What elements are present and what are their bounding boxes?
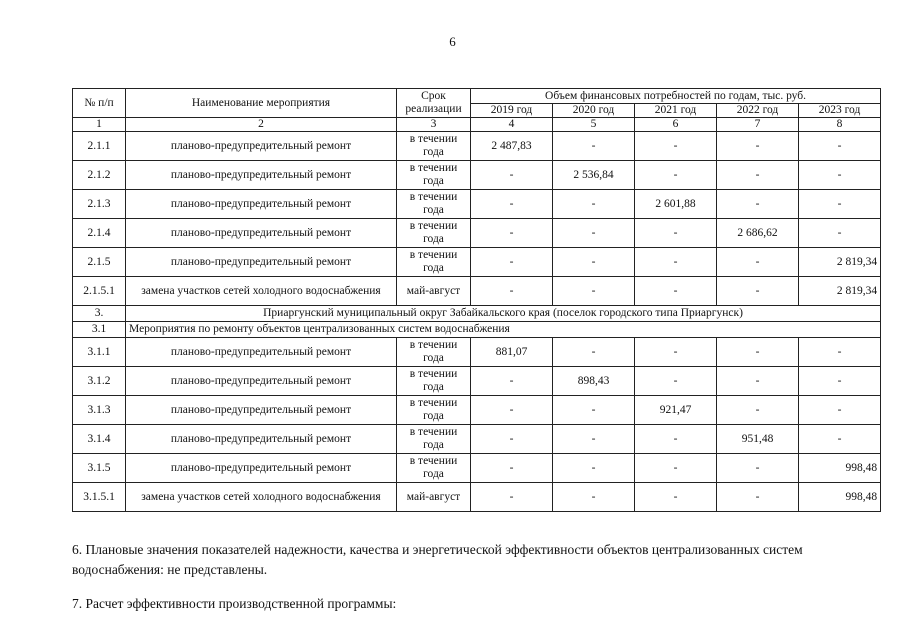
row-term: май-август [397, 277, 471, 306]
row-value: - [799, 219, 881, 248]
row-value: - [717, 483, 799, 512]
row-num: 2.1.2 [73, 161, 126, 190]
row-num: 2.1.3 [73, 190, 126, 219]
table-row [73, 425, 881, 454]
row-value: - [553, 396, 635, 425]
row-value: - [799, 161, 881, 190]
table-row [73, 132, 881, 161]
row-value: 2 536,84 [553, 161, 635, 190]
row-term: в течении года [397, 338, 471, 367]
row-value: - [553, 454, 635, 483]
row-term: в течении года [397, 132, 471, 161]
financial-needs-table [72, 88, 881, 512]
row-value: 2 686,62 [717, 219, 799, 248]
row-term: в течении года [397, 219, 471, 248]
paragraph-7: 7. Расчет эффективности производственной программы: [72, 596, 397, 611]
row-value: - [799, 396, 881, 425]
row-value: - [635, 248, 717, 277]
row-name: замена участков сетей холодного водоснабжения [126, 277, 397, 306]
table-row [73, 454, 881, 483]
row-term: в течении года [397, 367, 471, 396]
row-name: планово-предупредительный ремонт [126, 190, 397, 219]
section-num: 3. [73, 306, 126, 322]
table-row [73, 219, 881, 248]
column-number: 2 [126, 118, 397, 132]
column-number: 6 [635, 118, 717, 132]
header-year: 2023 год [799, 104, 881, 118]
row-term: в течении года [397, 454, 471, 483]
header-term: Срок реализации [397, 89, 471, 118]
row-term: в течении года [397, 190, 471, 219]
row-name: планово-предупредительный ремонт [126, 425, 397, 454]
row-name: планово-предупредительный ремонт [126, 132, 397, 161]
row-name: планово-предупредительный ремонт [126, 367, 397, 396]
row-value: - [717, 367, 799, 396]
row-value: 898,43 [553, 367, 635, 396]
row-value: - [717, 248, 799, 277]
row-value: - [471, 219, 553, 248]
row-value: - [635, 132, 717, 161]
row-value: - [471, 483, 553, 512]
row-num: 2.1.5.1 [73, 277, 126, 306]
section-row [73, 306, 881, 322]
header-year: 2022 год [717, 104, 799, 118]
subsection-num: 3.1 [73, 322, 126, 338]
table-row [73, 367, 881, 396]
column-number: 4 [471, 118, 553, 132]
row-num: 3.1.5.1 [73, 483, 126, 512]
row-value: 998,48 [799, 483, 881, 512]
row-value: 2 819,34 [799, 277, 881, 306]
row-name: планово-предупредительный ремонт [126, 338, 397, 367]
subsection-row [73, 322, 881, 338]
row-name: планово-предупредительный ремонт [126, 161, 397, 190]
row-value: - [553, 483, 635, 512]
row-term: май-август [397, 483, 471, 512]
row-value: 951,48 [717, 425, 799, 454]
row-value: - [635, 219, 717, 248]
row-value: - [635, 454, 717, 483]
row-value: 2 487,83 [471, 132, 553, 161]
row-value: - [471, 161, 553, 190]
row-name: планово-предупредительный ремонт [126, 396, 397, 425]
row-value: - [717, 161, 799, 190]
row-name: планово-предупредительный ремонт [126, 454, 397, 483]
row-name: замена участков сетей холодного водоснабжения [126, 483, 397, 512]
table-row [73, 483, 881, 512]
row-value: - [717, 132, 799, 161]
row-value: 2 819,34 [799, 248, 881, 277]
paragraph-6: 6. Плановые значения показателей надежности, качества и энергетической эффективности объектов централизованных систем водоснабжения: не представлены. [72, 542, 803, 577]
row-value: - [635, 338, 717, 367]
row-value: - [717, 277, 799, 306]
row-term: в течении года [397, 396, 471, 425]
column-number: 3 [397, 118, 471, 132]
table-row [73, 161, 881, 190]
table-row [73, 396, 881, 425]
row-value: - [635, 277, 717, 306]
row-value: - [553, 248, 635, 277]
header-year: 2021 год [635, 104, 717, 118]
row-value: - [553, 190, 635, 219]
row-value: 998,48 [799, 454, 881, 483]
row-value: - [553, 277, 635, 306]
column-number: 7 [717, 118, 799, 132]
row-value: - [471, 367, 553, 396]
table-row [73, 338, 881, 367]
column-numbers-row [73, 118, 881, 132]
row-value: 2 601,88 [635, 190, 717, 219]
header-volume: Объем финансовых потребностей по годам, тыс. руб. [471, 89, 881, 104]
column-number: 5 [553, 118, 635, 132]
row-value: - [799, 425, 881, 454]
row-value: - [553, 219, 635, 248]
page-number: 6 [449, 34, 456, 49]
row-value: - [635, 483, 717, 512]
row-term: в течении года [397, 248, 471, 277]
row-num: 2.1.4 [73, 219, 126, 248]
row-value: - [635, 161, 717, 190]
row-value: - [471, 425, 553, 454]
row-value: - [471, 248, 553, 277]
header-year: 2020 год [553, 104, 635, 118]
section-title: Приаргунский муниципальный округ Забайкальского края (поселок городского типа Приаргунск) [126, 306, 881, 322]
row-num: 3.1.3 [73, 396, 126, 425]
header-name: Наименование мероприятия [126, 89, 397, 118]
subsection-title: Мероприятия по ремонту объектов централизованных систем водоснабжения [126, 322, 881, 338]
row-value: - [717, 454, 799, 483]
row-value: - [717, 190, 799, 219]
row-num: 2.1.1 [73, 132, 126, 161]
row-value: - [799, 190, 881, 219]
row-num: 2.1.5 [73, 248, 126, 277]
row-value: - [799, 132, 881, 161]
row-num: 3.1.5 [73, 454, 126, 483]
row-value: 881,07 [471, 338, 553, 367]
row-value: - [635, 367, 717, 396]
header-year: 2019 год [471, 104, 553, 118]
row-value: - [553, 425, 635, 454]
row-value: - [799, 367, 881, 396]
row-value: - [553, 338, 635, 367]
row-value: - [471, 190, 553, 219]
header-num: № п/п [73, 89, 126, 118]
row-value: - [471, 454, 553, 483]
column-number: 1 [73, 118, 126, 132]
header-row [73, 89, 881, 104]
row-value: - [471, 396, 553, 425]
row-value: - [799, 338, 881, 367]
row-value: - [717, 396, 799, 425]
table-row [73, 277, 881, 306]
row-value: - [553, 132, 635, 161]
row-value: - [635, 425, 717, 454]
table-row [73, 248, 881, 277]
column-number: 8 [799, 118, 881, 132]
row-num: 3.1.4 [73, 425, 126, 454]
row-value: - [717, 338, 799, 367]
row-name: планово-предупредительный ремонт [126, 219, 397, 248]
table-row [73, 190, 881, 219]
row-value: 921,47 [635, 396, 717, 425]
row-value: - [471, 277, 553, 306]
row-num: 3.1.2 [73, 367, 126, 396]
row-name: планово-предупредительный ремонт [126, 248, 397, 277]
row-term: в течении года [397, 161, 471, 190]
row-term: в течении года [397, 425, 471, 454]
row-num: 3.1.1 [73, 338, 126, 367]
